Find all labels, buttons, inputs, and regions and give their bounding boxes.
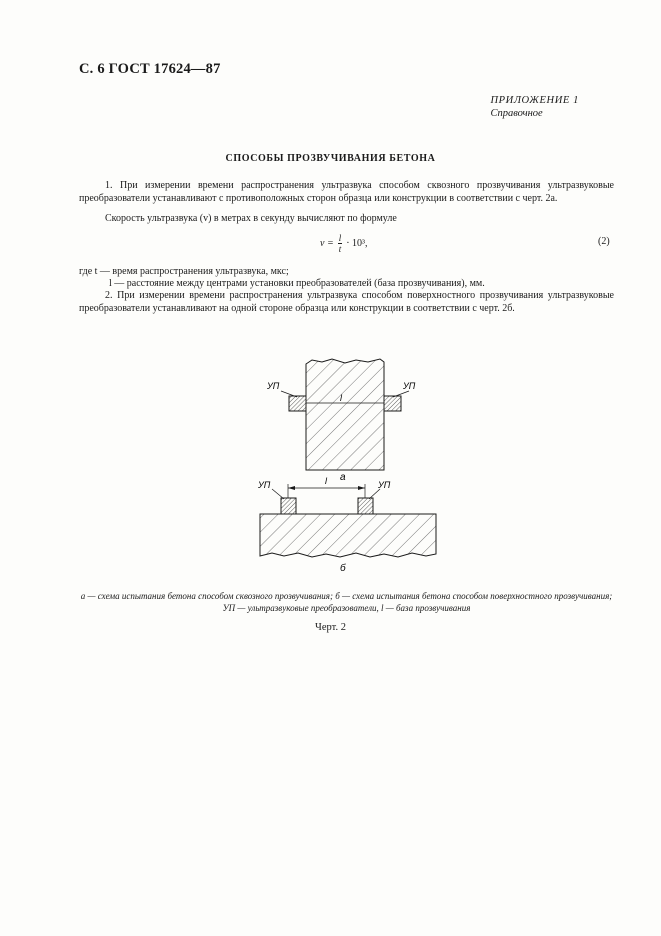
paragraph-3: 2. При измерении времени распространения ультразвука способом поверхностного прозвучивания ультразвуковые преобразователи устанавливают на одной стороне образца или конструкции в соответствии с черт. 2б. [79, 290, 614, 314]
label-l-a: l [340, 393, 342, 403]
transducer-right-a [384, 396, 401, 411]
transducer-left-b [281, 498, 296, 514]
appendix-label: ПРИЛОЖЕНИЕ 1 [490, 95, 579, 106]
leader-right-b [369, 489, 380, 499]
label-a: а [340, 472, 346, 483]
label-up-left: УП [267, 381, 280, 391]
section-title: СПОСОБЫ ПРОЗВУЧИВАНИЯ БЕТОНА [225, 153, 436, 164]
dim-arrow-right-b [358, 486, 365, 490]
paragraph-2: Скорость ультразвука (v) в метрах в секунду вычисляют по формуле [105, 213, 397, 224]
paragraph-1: 1. При измерении времени распространения ультразвука способом сквозного прозвучивания ультразвуковые преобразователи устанавливают с противоположных сторон образца или конструкции в соответствии с черт. 2а. [79, 180, 614, 204]
formula-denominator: t [338, 244, 342, 254]
figure-caption: а — схема испытания бетона способом сквозного прозвучивания; б — схема испытания бетона способом поверхностного прозвучивания; УП — ультразвуковые преобразователи, l — база прозвучивания [80, 591, 613, 613]
where-t: где t — время распространения ультразвука, мкс; [79, 266, 289, 277]
formula-rhs: · 10³, [346, 238, 368, 249]
label-up-right: УП [403, 381, 416, 391]
specimen-block-a [306, 359, 384, 470]
where-l: l — расстояние между центрами установки преобразователей (база прозвучивания), мм. [109, 278, 485, 289]
label-up-b-left: УП [258, 480, 271, 490]
appendix-note: Справочное [490, 108, 543, 119]
page-header: С. 6 ГОСТ 17624—87 [79, 61, 221, 77]
formula-numerator: l [338, 233, 342, 243]
label-l-b: l [325, 476, 327, 486]
formula-lhs: v = [320, 238, 334, 249]
label-up-b-right: УП [378, 480, 391, 490]
specimen-slab-b [260, 514, 436, 557]
transducer-left-a [289, 396, 306, 411]
figure-number: Черт. 2 [315, 622, 346, 633]
formula-number: (2) [598, 236, 610, 247]
transducer-right-b [358, 498, 373, 514]
label-b: б [340, 563, 346, 574]
leader-left-b [272, 489, 284, 499]
dim-arrow-left-b [288, 486, 295, 490]
